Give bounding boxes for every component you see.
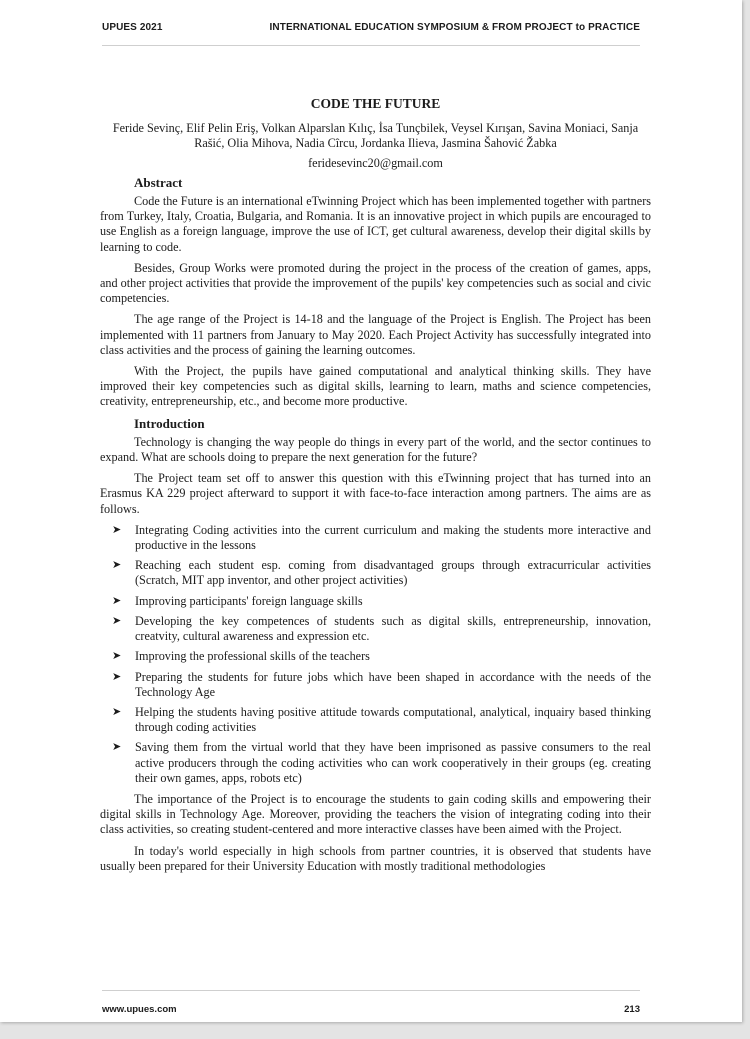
introduction-continued [100,792,651,874]
header-left: UPUES 2021 [102,22,163,33]
abstract-heading: Abstract [134,174,183,190]
list-item [100,705,651,735]
arrow-bullet-icon: ➤ [112,705,122,718]
list-item [100,558,651,588]
author-list: Feride Sevinç, Elif Pelin Eriş, Volkan Alparslan Kılıç, İsa Tunçbilek, Veysel Kırışan, Savina Moniaci, Sanja Rašić, Olia Mihova, Nadia Cîrcu, Jordanka Ilieva, Jasmina Šahović Žabka [112,121,639,151]
abstract-body [100,194,651,410]
list-item [100,670,651,700]
paragraph: Code the Future is an international eTwinning Project which has been implemented together with partners from Turkey, Italy, Croatia, Bulgaria, and Romania. It is an innovative project in which pupils are encouraged to use English as a foreign language, improve the use of ICT, get cultural awareness, develop their digital skills by learning to code. [100,194,651,254]
list-item-text: Saving them from the virtual world that they have been imprisoned as passive consumers to the real active producers through the coding activities who can work cooperatively in their groups (eg. creating their own games, apps, robots etc) [135,740,651,785]
list-item [100,649,651,664]
arrow-bullet-icon: ➤ [112,523,122,536]
aims-list [100,523,651,786]
running-footer [102,1004,640,1015]
footer-rule [102,990,640,991]
list-item-text: Developing the key competences of students such as digital skills, entrepreneurship, innovation, creatvity, cultural awareness and expression etc. [135,613,651,644]
list-item-text: Improving participants' foreign language skills [135,593,363,608]
list-item-text: Improving the professional skills of the teachers [135,649,370,664]
arrow-bullet-icon: ➤ [112,741,122,754]
paragraph: The importance of the Project is to encourage the students to gain coding skills and empowering their digital skills in Technology Age. Moreover, providing the teachers the vision of integrating coding into their class activities, so creating student-centered and more interactive classes have been aimed with the Project. [100,791,651,837]
introduction-heading: Introduction [134,415,205,431]
list-item [100,614,651,644]
arrow-bullet-icon: ➤ [112,594,122,607]
header-rule [102,45,640,46]
paragraph: The Project team set off to answer this question with this eTwinning project that has turned into an Erasmus KA 229 project afterward to support it with face-to-face interaction among partners. The aims are as follows. [100,471,651,516]
paragraph: The age range of the Project is 14-18 and the language of the Project is English. The Project has been implemented with 11 partners from January to May 2020. Each Project Activity has successfully integrated into class activities and the process of gaining the learning outcomes. [100,312,651,357]
introduction-body [100,435,651,517]
page-number: 213 [624,1004,640,1015]
list-item-text: Reaching each student esp. coming from disadvantaged groups through extracurricular activities (Scratch, MIT app inventor, and other project activities) [135,558,651,588]
arrow-bullet-icon: ➤ [112,670,122,683]
arrow-bullet-icon: ➤ [112,614,122,627]
page-body [100,96,651,880]
list-item [100,740,651,786]
list-item-text: Helping the students having positive attitude towards computational, analytical, inquairy based thinking through coding activities [135,704,651,735]
arrow-bullet-icon: ➤ [112,559,122,572]
running-header [102,22,640,33]
paragraph: Besides, Group Works were promoted during the project in the process of the creation of games, apps, and other project activities that provide the improvement of the pupils' key competencies such as social and civic competencies. [100,260,651,306]
list-item-text: Integrating Coding activities into the current curriculum and making the students more interactive and productive in the lessons [135,522,651,553]
arrow-bullet-icon: ➤ [112,650,122,663]
footer-url: www.upues.com [102,1004,177,1015]
paragraph: In today's world especially in high schools from partner countries, it is observed that students have usually been prepared for their University Education with mostly traditional methodologies [100,843,651,873]
header-right: INTERNATIONAL EDUCATION SYMPOSIUM & FROM PROJECT to PRACTICE [269,22,640,33]
paper-title: CODE THE FUTURE [310,96,441,111]
paragraph: Technology is changing the way people do things in every part of the world, and the sector continues to expand. What are schools doing to prepare the next generation for the future? [100,434,651,465]
paragraph: With the Project, the pupils have gained computational and analytical thinking skills. They have improved their key competencies such as digital skills, learning to learn, maths and science competencies, creativity, entrepreneurship, etc., and become more productive. [100,364,651,409]
list-item-text: Preparing the students for future jobs which have been shaped in accordance with the needs of the Technology Age [135,669,651,699]
list-item [100,523,651,553]
author-email: feridesevinc20@gmail.com [308,155,443,170]
list-item [100,594,651,609]
